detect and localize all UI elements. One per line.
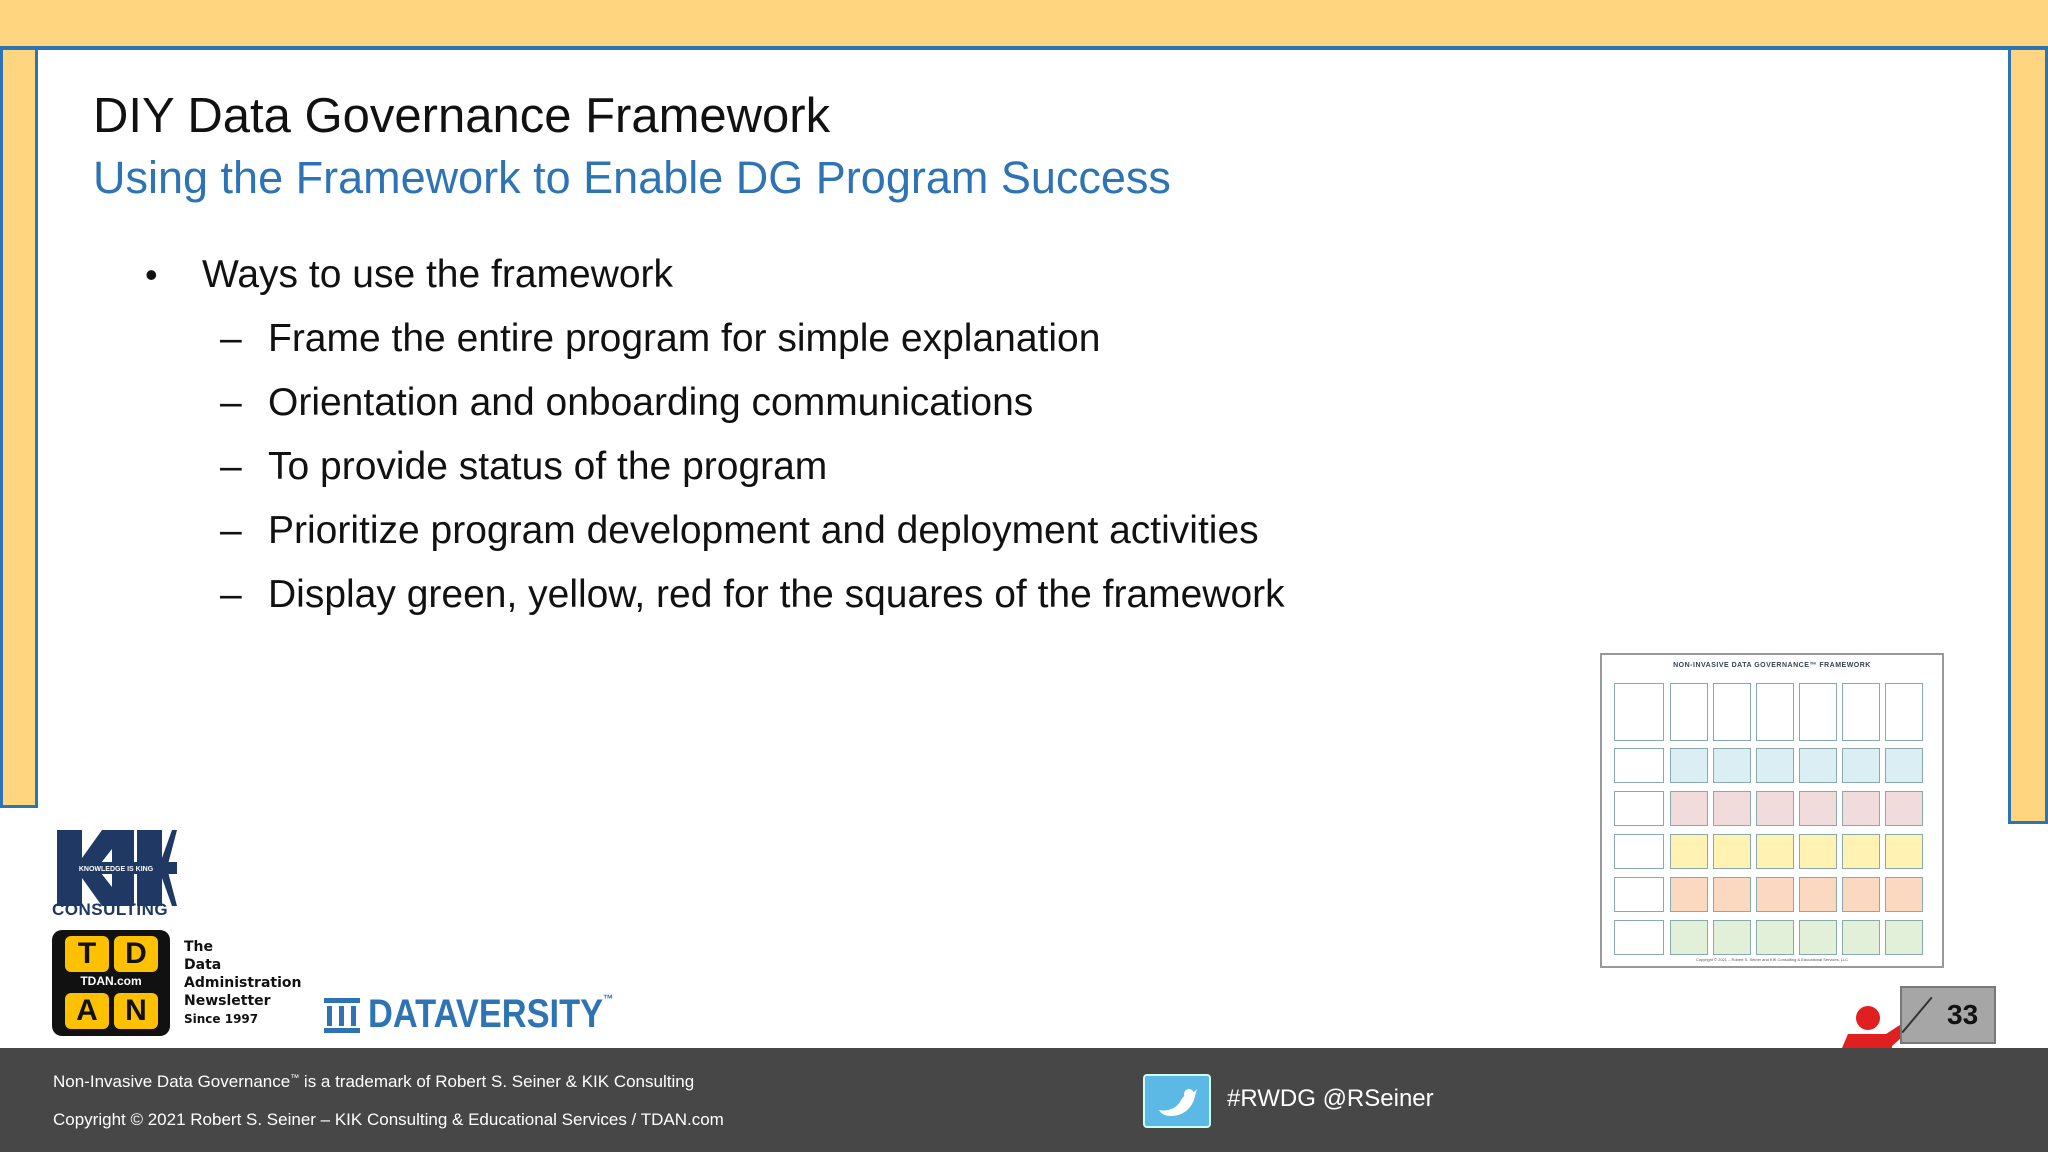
- framework-header-cell: [1713, 683, 1751, 741]
- sub-item-text: To provide status of the program: [268, 445, 828, 488]
- sub-item: [220, 435, 1285, 499]
- framework-cell: [1885, 877, 1923, 912]
- sub-item: [220, 499, 1285, 563]
- framework-cell: [1670, 748, 1708, 783]
- dataversity-text: DATAVERSITY: [368, 992, 604, 1036]
- framework-cell: [1842, 877, 1880, 912]
- dataversity-pillar-icon: [322, 996, 362, 1034]
- sub-item-text: Display green, yellow, red for the squares of the framework: [268, 573, 1285, 616]
- framework-cell: [1885, 748, 1923, 783]
- twitter-icon: [1143, 1074, 1211, 1128]
- trademark-pre: Non-Invasive Data Governance: [53, 1072, 291, 1091]
- framework-thumbnail: [1600, 653, 1944, 968]
- slide-title: DIY Data Governance Framework: [93, 89, 831, 143]
- framework-cell: [1713, 877, 1751, 912]
- framework-cell: [1842, 791, 1880, 826]
- sub-item-text: Orientation and onboarding communications: [268, 381, 1034, 424]
- sub-item: [220, 563, 1285, 627]
- framework-cell: [1885, 920, 1923, 955]
- page-number: 33: [1947, 999, 1979, 1030]
- svg-text:KNOWLEDGE IS KING: KNOWLEDGE IS KING: [78, 866, 154, 873]
- framework-cell: [1799, 748, 1837, 783]
- framework-thumbnail-footer: Copyright © 2021 – Robert S. Seiner and KIK Consulting & Educational Services, LLC: [1695, 957, 1849, 962]
- framework-cell: [1713, 791, 1751, 826]
- framework-level-cell: [1614, 791, 1664, 826]
- slide-subtitle: Using the Framework to Enable DG Program Success: [93, 152, 1171, 203]
- framework-header-cell: [1885, 683, 1923, 741]
- dash-marker: –: [220, 573, 242, 616]
- dash-marker: –: [220, 381, 242, 424]
- sub-item: [220, 371, 1285, 435]
- dataversity-logo: [368, 992, 613, 1037]
- tdan-desc-line: Administration: [184, 975, 302, 991]
- framework-cell: [1713, 920, 1751, 955]
- tdan-logo: [52, 930, 170, 1036]
- tdan-desc-line: Data: [184, 957, 222, 973]
- framework-cell: [1799, 877, 1837, 912]
- framework-cell: [1799, 920, 1837, 955]
- footer-trademark: [53, 1072, 694, 1092]
- trademark-post: is a trademark of Robert S. Seiner & KIK Consulting: [299, 1072, 695, 1091]
- sub-item: [220, 307, 1285, 371]
- framework-cell: [1885, 834, 1923, 869]
- framework-thumbnail-title: NON-INVASIVE DATA GOVERNANCE™ FRAMEWORK: [1673, 662, 1871, 669]
- tdan-letter: A: [65, 993, 109, 1029]
- framework-header-cell: [1670, 683, 1708, 741]
- framework-cell: [1756, 748, 1794, 783]
- sub-item-text: Frame the entire program for simple explanation: [268, 317, 1101, 360]
- framework-cell: [1756, 834, 1794, 869]
- framework-cell: [1842, 748, 1880, 783]
- framework-cell: [1842, 920, 1880, 955]
- framework-cell: [1670, 791, 1708, 826]
- tdan-desc-line: Newsletter: [184, 993, 271, 1009]
- tdan-since: Since 1997: [184, 1012, 259, 1026]
- page-slash: [1901, 997, 1932, 1034]
- framework-header-cell: [1842, 683, 1880, 741]
- top-frame-bar: [0, 0, 2048, 50]
- kik-consulting-label: CONSULTING: [52, 900, 169, 919]
- framework-cell: [1842, 834, 1880, 869]
- framework-level-cell: [1614, 748, 1664, 783]
- framework-cell: [1713, 748, 1751, 783]
- tdan-letter: N: [114, 993, 158, 1029]
- framework-cell: [1885, 791, 1923, 826]
- tdan-letter: D: [114, 936, 158, 972]
- dash-marker: –: [220, 445, 242, 488]
- bullet-item: [145, 243, 1285, 307]
- footer-copyright: Copyright © 2021 Robert S. Seiner – KIK Consulting & Educational Services / TDAN.com: [53, 1110, 724, 1129]
- bullet-marker: •: [145, 254, 158, 295]
- tdan-description: [184, 938, 301, 1028]
- tdan-desc-line: The: [184, 939, 214, 955]
- framework-cell: [1713, 834, 1751, 869]
- framework-header-cell: [1756, 683, 1794, 741]
- framework-cell: [1670, 877, 1708, 912]
- framework-cell: [1756, 791, 1794, 826]
- tdan-com-label: TDAN.com: [80, 974, 142, 988]
- framework-header-cell: [1799, 683, 1837, 741]
- left-frame-bar: [0, 50, 38, 808]
- framework-cell: [1670, 920, 1708, 955]
- sub-item-text: Prioritize program development and deployment activities: [268, 509, 1259, 552]
- page-number-badge: [1900, 986, 1996, 1044]
- framework-level-cell: [1614, 834, 1664, 869]
- framework-header-cell: [1614, 683, 1664, 741]
- dash-marker: –: [220, 509, 242, 552]
- dash-marker: –: [220, 317, 242, 360]
- framework-cell: [1756, 877, 1794, 912]
- right-frame-bar: [2008, 50, 2048, 824]
- dataversity-tm: ™: [603, 992, 614, 1006]
- framework-cell: [1670, 834, 1708, 869]
- bullet-text: Ways to use the framework: [202, 253, 674, 296]
- framework-level-cell: [1614, 920, 1664, 955]
- tdan-letter: T: [65, 936, 109, 972]
- footer-hashtag: #RWDG @RSeiner: [1227, 1085, 1434, 1112]
- framework-cell: [1799, 834, 1837, 869]
- framework-level-cell: [1614, 877, 1664, 912]
- framework-cell: [1756, 920, 1794, 955]
- bullet-list: [145, 243, 1285, 627]
- trademark-tm: ™: [290, 1072, 300, 1083]
- footer-bar: [0, 1048, 2048, 1152]
- framework-cell: [1799, 791, 1837, 826]
